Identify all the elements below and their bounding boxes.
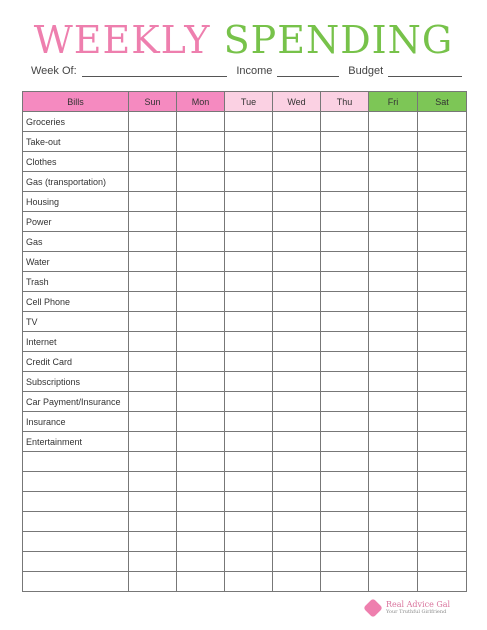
amount-cell[interactable] xyxy=(321,392,369,412)
amount-cell[interactable] xyxy=(273,572,321,592)
bill-label[interactable]: Cell Phone xyxy=(23,292,129,312)
amount-cell[interactable] xyxy=(321,372,369,392)
amount-cell[interactable] xyxy=(177,212,225,232)
amount-cell[interactable] xyxy=(129,292,177,312)
amount-cell[interactable] xyxy=(369,512,418,532)
bill-label[interactable]: TV xyxy=(23,312,129,332)
amount-cell[interactable] xyxy=(225,492,273,512)
amount-cell[interactable] xyxy=(225,472,273,492)
amount-cell[interactable] xyxy=(369,572,418,592)
amount-cell[interactable] xyxy=(129,252,177,272)
flower-icon xyxy=(363,598,383,618)
amount-cell[interactable] xyxy=(321,152,369,172)
amount-cell[interactable] xyxy=(321,132,369,152)
table-header-row xyxy=(23,92,467,112)
amount-cell[interactable] xyxy=(418,112,467,132)
amount-cell[interactable] xyxy=(225,572,273,592)
amount-cell[interactable] xyxy=(321,432,369,452)
amount-cell[interactable] xyxy=(225,212,273,232)
amount-cell[interactable] xyxy=(177,352,225,372)
amount-cell[interactable] xyxy=(369,212,418,232)
amount-cell[interactable] xyxy=(273,412,321,432)
page-title xyxy=(0,18,487,62)
amount-cell[interactable] xyxy=(321,112,369,132)
amount-cell[interactable] xyxy=(273,512,321,532)
amount-cell[interactable] xyxy=(273,532,321,552)
amount-cell[interactable] xyxy=(369,112,418,132)
amount-cell[interactable] xyxy=(129,372,177,392)
amount-cell[interactable] xyxy=(177,112,225,132)
week-of-field[interactable] xyxy=(82,66,228,77)
table-row xyxy=(23,452,467,472)
amount-cell[interactable] xyxy=(177,432,225,452)
table-row xyxy=(23,252,467,272)
week-of-label: Week Of: xyxy=(31,65,77,77)
table-row xyxy=(23,532,467,552)
amount-cell[interactable] xyxy=(369,452,418,472)
amount-cell[interactable] xyxy=(369,552,418,572)
amount-cell[interactable] xyxy=(177,332,225,352)
amount-cell[interactable] xyxy=(177,412,225,432)
table-row xyxy=(23,392,467,412)
amount-cell[interactable] xyxy=(273,552,321,572)
amount-cell[interactable] xyxy=(129,312,177,332)
amount-cell[interactable] xyxy=(129,572,177,592)
amount-cell[interactable] xyxy=(177,472,225,492)
table-row xyxy=(23,272,467,292)
amount-cell[interactable] xyxy=(418,472,467,492)
header-sat: Sat xyxy=(418,92,467,112)
income-field[interactable] xyxy=(277,66,339,77)
amount-cell[interactable] xyxy=(321,492,369,512)
amount-cell[interactable] xyxy=(321,312,369,332)
table-row xyxy=(23,332,467,352)
header-fields xyxy=(31,65,471,77)
amount-cell[interactable] xyxy=(225,232,273,252)
bill-label[interactable]: Clothes xyxy=(23,152,129,172)
amount-cell[interactable] xyxy=(177,492,225,512)
table-row xyxy=(23,292,467,312)
bill-label[interactable]: Insurance xyxy=(23,412,129,432)
amount-cell[interactable] xyxy=(273,432,321,452)
amount-cell[interactable] xyxy=(177,292,225,312)
amount-cell[interactable] xyxy=(225,452,273,472)
table-row xyxy=(23,512,467,532)
table-row xyxy=(23,412,467,432)
bill-label[interactable] xyxy=(23,452,129,472)
amount-cell[interactable] xyxy=(321,212,369,232)
amount-cell[interactable] xyxy=(225,132,273,152)
amount-cell[interactable] xyxy=(225,532,273,552)
amount-cell[interactable] xyxy=(418,152,467,172)
amount-cell[interactable] xyxy=(273,372,321,392)
amount-cell[interactable] xyxy=(129,332,177,352)
amount-cell[interactable] xyxy=(225,552,273,572)
amount-cell[interactable] xyxy=(418,352,467,372)
amount-cell[interactable] xyxy=(418,292,467,312)
amount-cell[interactable] xyxy=(369,372,418,392)
amount-cell[interactable] xyxy=(273,352,321,372)
budget-field[interactable] xyxy=(388,66,462,77)
amount-cell[interactable] xyxy=(129,552,177,572)
bill-label[interactable]: Trash xyxy=(23,272,129,292)
amount-cell[interactable] xyxy=(225,112,273,132)
amount-cell[interactable] xyxy=(369,352,418,372)
bill-label[interactable]: Housing xyxy=(23,192,129,212)
amount-cell[interactable] xyxy=(225,152,273,172)
brand-logo xyxy=(366,600,450,615)
amount-cell[interactable] xyxy=(129,452,177,472)
amount-cell[interactable] xyxy=(129,492,177,512)
budget-label: Budget xyxy=(348,65,384,77)
amount-cell[interactable] xyxy=(369,272,418,292)
bill-label[interactable]: Take-out xyxy=(23,132,129,152)
amount-cell[interactable] xyxy=(321,232,369,252)
bill-label[interactable]: Groceries xyxy=(23,112,129,132)
bill-label[interactable]: Car Payment/Insurance xyxy=(23,392,129,412)
amount-cell[interactable] xyxy=(369,312,418,332)
amount-cell[interactable] xyxy=(177,372,225,392)
bill-label[interactable]: Internet xyxy=(23,332,129,352)
table-row xyxy=(23,132,467,152)
bill-label[interactable] xyxy=(23,532,129,552)
amount-cell[interactable] xyxy=(418,432,467,452)
amount-cell[interactable] xyxy=(418,252,467,272)
amount-cell[interactable] xyxy=(418,232,467,252)
amount-cell[interactable] xyxy=(418,552,467,572)
amount-cell[interactable] xyxy=(418,212,467,232)
table-row xyxy=(23,352,467,372)
amount-cell[interactable] xyxy=(418,452,467,472)
spending-table xyxy=(22,91,467,592)
amount-cell[interactable] xyxy=(369,392,418,412)
amount-cell[interactable] xyxy=(177,172,225,192)
amount-cell[interactable] xyxy=(177,272,225,292)
amount-cell[interactable] xyxy=(321,452,369,472)
amount-cell[interactable] xyxy=(225,272,273,292)
amount-cell[interactable] xyxy=(369,172,418,192)
logo-tagline: Your Truthful Girlfriend xyxy=(386,609,447,615)
amount-cell[interactable] xyxy=(129,112,177,132)
table-row xyxy=(23,152,467,172)
header-fri: Fri xyxy=(369,92,418,112)
amount-cell[interactable] xyxy=(273,292,321,312)
amount-cell[interactable] xyxy=(369,152,418,172)
logo-name: Real Advice Gal xyxy=(386,600,451,609)
amount-cell[interactable] xyxy=(418,532,467,552)
amount-cell[interactable] xyxy=(225,512,273,532)
amount-cell[interactable] xyxy=(369,472,418,492)
amount-cell[interactable] xyxy=(418,512,467,532)
table-row xyxy=(23,112,467,132)
amount-cell[interactable] xyxy=(369,412,418,432)
amount-cell[interactable] xyxy=(273,132,321,152)
amount-cell[interactable] xyxy=(369,252,418,272)
amount-cell[interactable] xyxy=(129,272,177,292)
amount-cell[interactable] xyxy=(129,132,177,152)
table-row xyxy=(23,432,467,452)
amount-cell[interactable] xyxy=(273,252,321,272)
amount-cell[interactable] xyxy=(129,152,177,172)
table-row xyxy=(23,232,467,252)
amount-cell[interactable] xyxy=(369,332,418,352)
amount-cell[interactable] xyxy=(225,312,273,332)
amount-cell[interactable] xyxy=(273,492,321,512)
amount-cell[interactable] xyxy=(369,192,418,212)
amount-cell[interactable] xyxy=(321,292,369,312)
bill-label[interactable]: Water xyxy=(23,252,129,272)
bill-label[interactable]: Power xyxy=(23,212,129,232)
header-bills: Bills xyxy=(23,92,129,112)
amount-cell[interactable] xyxy=(273,452,321,472)
amount-cell[interactable] xyxy=(177,132,225,152)
table-row xyxy=(23,472,467,492)
amount-cell[interactable] xyxy=(418,192,467,212)
amount-cell[interactable] xyxy=(225,292,273,312)
header-wed: Wed xyxy=(273,92,321,112)
amount-cell[interactable] xyxy=(369,492,418,512)
amount-cell[interactable] xyxy=(418,272,467,292)
amount-cell[interactable] xyxy=(321,412,369,432)
amount-cell[interactable] xyxy=(321,532,369,552)
amount-cell[interactable] xyxy=(321,252,369,272)
title-spending: SPENDING xyxy=(223,18,454,62)
bill-label[interactable]: Subscriptions xyxy=(23,372,129,392)
amount-cell[interactable] xyxy=(418,312,467,332)
amount-cell[interactable] xyxy=(369,532,418,552)
amount-cell[interactable] xyxy=(129,532,177,552)
table-row xyxy=(23,572,467,592)
amount-cell[interactable] xyxy=(177,512,225,532)
bill-label[interactable] xyxy=(23,492,129,512)
header-tue: Tue xyxy=(225,92,273,112)
bill-label[interactable]: Credit Card xyxy=(23,352,129,372)
table-row xyxy=(23,312,467,332)
amount-cell[interactable] xyxy=(273,192,321,212)
amount-cell[interactable] xyxy=(321,552,369,572)
amount-cell[interactable] xyxy=(273,212,321,232)
amount-cell[interactable] xyxy=(225,252,273,272)
amount-cell[interactable] xyxy=(129,512,177,532)
amount-cell[interactable] xyxy=(321,192,369,212)
amount-cell[interactable] xyxy=(418,172,467,192)
amount-cell[interactable] xyxy=(273,332,321,352)
amount-cell[interactable] xyxy=(418,132,467,152)
amount-cell[interactable] xyxy=(321,332,369,352)
bill-label[interactable]: Gas xyxy=(23,232,129,252)
amount-cell[interactable] xyxy=(129,212,177,232)
bill-label[interactable] xyxy=(23,512,129,532)
amount-cell[interactable] xyxy=(321,472,369,492)
amount-cell[interactable] xyxy=(369,232,418,252)
amount-cell[interactable] xyxy=(177,312,225,332)
amount-cell[interactable] xyxy=(273,272,321,292)
amount-cell[interactable] xyxy=(177,532,225,552)
title-weekly: WEEKLY xyxy=(33,18,211,62)
amount-cell[interactable] xyxy=(273,392,321,412)
amount-cell[interactable] xyxy=(418,392,467,412)
amount-cell[interactable] xyxy=(177,232,225,252)
amount-cell[interactable] xyxy=(177,252,225,272)
amount-cell[interactable] xyxy=(129,392,177,412)
amount-cell[interactable] xyxy=(225,372,273,392)
amount-cell[interactable] xyxy=(369,292,418,312)
amount-cell[interactable] xyxy=(177,452,225,472)
amount-cell[interactable] xyxy=(321,352,369,372)
amount-cell[interactable] xyxy=(321,512,369,532)
amount-cell[interactable] xyxy=(225,332,273,352)
amount-cell[interactable] xyxy=(129,352,177,372)
amount-cell[interactable] xyxy=(129,432,177,452)
amount-cell[interactable] xyxy=(225,432,273,452)
bill-label[interactable] xyxy=(23,552,129,572)
bill-label[interactable]: Gas (transportation) xyxy=(23,172,129,192)
amount-cell[interactable] xyxy=(369,132,418,152)
amount-cell[interactable] xyxy=(225,172,273,192)
amount-cell[interactable] xyxy=(225,352,273,372)
amount-cell[interactable] xyxy=(418,572,467,592)
amount-cell[interactable] xyxy=(273,152,321,172)
amount-cell[interactable] xyxy=(129,192,177,212)
amount-cell[interactable] xyxy=(273,232,321,252)
header-mon: Mon xyxy=(177,92,225,112)
amount-cell[interactable] xyxy=(369,432,418,452)
amount-cell[interactable] xyxy=(129,472,177,492)
amount-cell[interactable] xyxy=(225,392,273,412)
amount-cell[interactable] xyxy=(273,312,321,332)
amount-cell[interactable] xyxy=(321,572,369,592)
amount-cell[interactable] xyxy=(418,372,467,392)
table-row xyxy=(23,172,467,192)
table-row xyxy=(23,552,467,572)
amount-cell[interactable] xyxy=(177,552,225,572)
bill-label[interactable] xyxy=(23,572,129,592)
bill-label[interactable]: Entertainment xyxy=(23,432,129,452)
header-thu: Thu xyxy=(321,92,369,112)
amount-cell[interactable] xyxy=(177,572,225,592)
amount-cell[interactable] xyxy=(273,172,321,192)
bill-label[interactable] xyxy=(23,472,129,492)
amount-cell[interactable] xyxy=(129,172,177,192)
amount-cell[interactable] xyxy=(273,472,321,492)
amount-cell[interactable] xyxy=(225,192,273,212)
table-row xyxy=(23,492,467,512)
amount-cell[interactable] xyxy=(177,192,225,212)
table-row xyxy=(23,212,467,232)
amount-cell[interactable] xyxy=(177,392,225,412)
income-label: Income xyxy=(236,65,273,77)
amount-cell[interactable] xyxy=(418,492,467,512)
table-row xyxy=(23,192,467,212)
amount-cell[interactable] xyxy=(418,412,467,432)
amount-cell[interactable] xyxy=(225,412,273,432)
header-sun: Sun xyxy=(129,92,177,112)
amount-cell[interactable] xyxy=(321,272,369,292)
amount-cell[interactable] xyxy=(321,172,369,192)
amount-cell[interactable] xyxy=(129,232,177,252)
table-row xyxy=(23,372,467,392)
amount-cell[interactable] xyxy=(418,332,467,352)
amount-cell[interactable] xyxy=(177,152,225,172)
amount-cell[interactable] xyxy=(129,412,177,432)
amount-cell[interactable] xyxy=(273,112,321,132)
